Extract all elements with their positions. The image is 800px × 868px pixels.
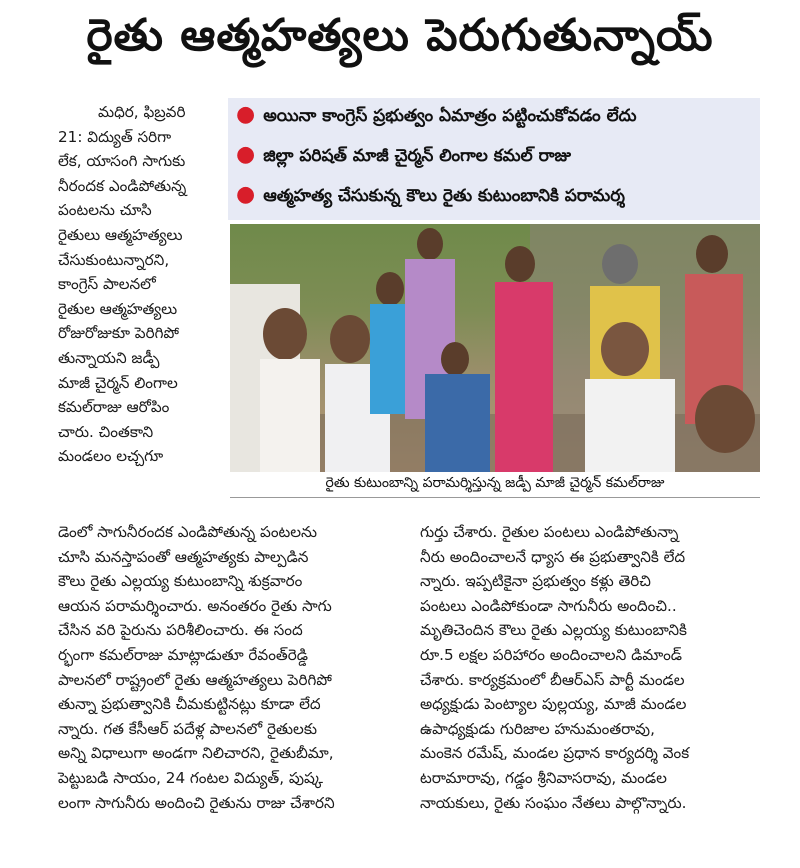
caption-divider	[230, 497, 760, 498]
bullet-dot-icon: ●	[236, 102, 256, 127]
bullet-dot-icon: ●	[236, 142, 256, 167]
news-photo-illustration	[230, 224, 760, 472]
bullet-dot-icon: ●	[236, 182, 256, 207]
article-column-right: గుర్తు చేశారు. రైతుల పంటలు ఎండిపోతున్నా నీరు అందించాలనే ధ్యాస ఈ ప్రభుత్వానికి లేద న్నారు. ఇప్పటికైనా ప్రభుత్వం కళ్లు తెరిచి పంటలు ఎండిపోకుండా సాగునీరు అందించి.. మృతిచెందిన కౌలు రైతు ఎల్లయ్య కుటుంబానికి రూ.5 లక్షల పరిహారం అందించాలని డిమాండ్ చేశారు. కార్యక్రమంలో బీఆర్ఎస్ పార్టీ మండల అధ్యక్షుడు పెంట్యాల పుల్లయ్య, మాజీ మండల ఉపాధ్యక్షుడు గురిజాల హనుమంతరావు, మంకెన రమేష్, మండల ప్రధాన కార్యదర్శి వెంక టరామారావు, గడ్డం శ్రీనివాసరావు, మండల నాయకులు, రైతు సంఘం నేతలు పాల్గొన్నారు.	[420, 523, 690, 812]
photo-caption: రైతు కుటుంబాన్ని పరామర్శిస్తున్న జడ్పీ మాజీ చైర్మన్ కమల్‌రాజు	[325, 475, 665, 491]
headline: రైతు ఆత్మహత్యలు పెరుగుతున్నాయ్	[86, 10, 714, 61]
article-column-left-bottom: డెంలో సాగునీరందక ఎండిపోతున్న పంటలను చూసి మనస్తాపంతో ఆత్మహత్యకు పాల్పడిన కౌలు రైతు ఎల్లయ్య కుటుంబాన్ని శుక్రవారం ఆయన పరామర్శించారు. అనంతరం రైతు సాగు చేసిన వరి పైరును పరిశీలించారు. ఈ సంద ర్భంగా కమల్‌రాజు మాట్లాడుతూ రేవంత్‌రెడ్డి పాలనలో రాష్ట్రంలో రైతు ఆత్మహత్యలు పెరిగిపో తున్నా ప్రభుత్వానికి చీమకుట్టినట్లు కూడా లేద న్నారు. గత కేసీఆర్ పదేళ్ల పాలనలో రైతులకు అన్ని విధాలుగా అండగా నిలిచారని, రైతుబీమా, పెట్టుబడి సాయం, 24 గంటల విద్యుత్, పుష్క లంగా సాగునీరు అందించి రైతును రాజు చేశారని	[58, 523, 335, 812]
highlight-item: ● అయినా కాంగ్రెస్ ప్రభుత్వం ఏమాత్రం పట్టించుకోవడం లేదు	[236, 102, 637, 127]
highlight-item: ● జిల్లా పరిషత్ మాజీ చైర్మన్ లింగాల కమల్ రాజు	[236, 142, 571, 167]
highlights-box	[228, 98, 760, 220]
news-photo	[230, 224, 760, 472]
highlight-item: ● ఆత్మహత్య చేసుకున్న కౌలు రైతు కుటుంబానికి పరామర్శ	[236, 182, 625, 207]
article-column-left-top: మధిర, ఫిబ్రవరి 21: విద్యుత్ సరిగా లేక, యాసంగి సాగుకు నీరందక ఎండిపోతున్న పంటలను చూసి రైతులు ఆత్మహత్యలు చేసుకుంటున్నారని, కాంగ్రెస్ పాలనలో రైతుల ఆత్మహత్యలు రోజురోజుకూ పెరిగిపో తున్నాయని జడ్పీ మాజీ చైర్మన్ లింగాల కమల్‌రాజు ఆరోపిం చారు. చింతకాని మండలం లచ్చగూ	[58, 103, 187, 466]
